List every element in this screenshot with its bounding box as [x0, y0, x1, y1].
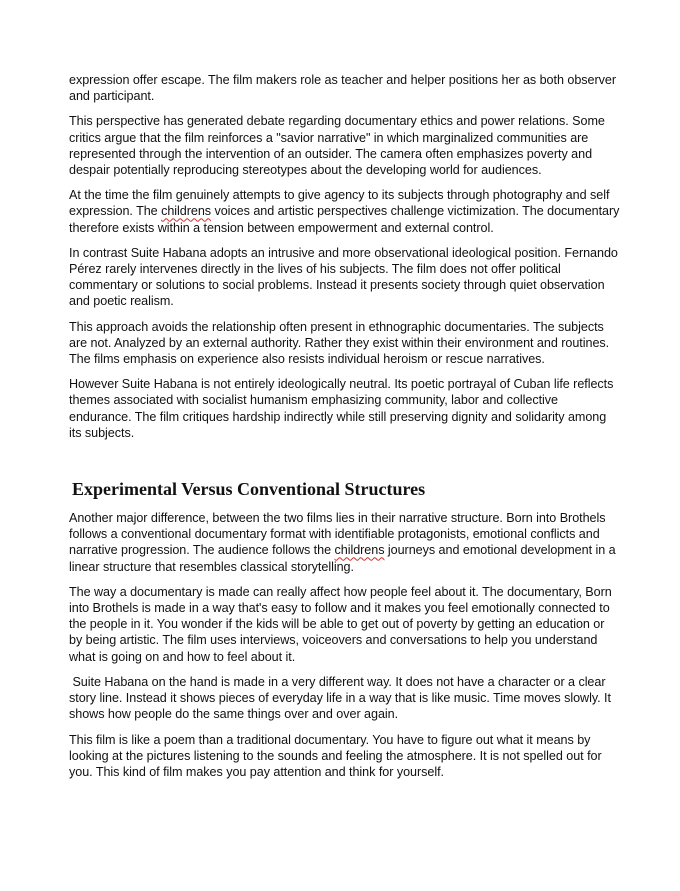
text-run: At the time the film genuinely attempts to give agency to its subjects through photography and self expression. The: [69, 188, 610, 219]
paragraph: [69, 187, 620, 236]
paragraph: This approach avoids the relationship often present in ethnographic documentaries. The subjects are not. Analyzed by an external authority. Rather they exist within their environment and routines. The films emphasis on experience also resists individual heroism or rescue narratives.: [69, 319, 610, 367]
text-run: voices and artistic perspectives challenge victimization. The documentary therefore exists within a tension between empowerment and external control.: [69, 204, 620, 235]
paragraph: The way a documentary is made can really affect how people feel about it. The documentary, Born into Brothels is made in a way that's easy to follow and it makes you feel emotionally connected to the people in it. You wonder if the kids will be able to get out of poverty by getting an education or by being artistic. The film uses interviews, voiceovers and conversations to help you understand what is going on and how to feel about it.: [69, 584, 612, 664]
text-run: journeys and emotional development in a linear structure that resembles classical storytelling.: [69, 543, 616, 574]
paragraph: This perspective has generated debate regarding documentary ethics and power relations. Some critics argue that the film reinforces a "savior narrative" in which marginalized communities are represented through the intervention of an outsider. The camera often emphasizes poverty and despair potentially reproducing stereotypes about the developing world for audiences.: [69, 114, 605, 178]
paragraph: In contrast Suite Habana adopts an intrusive and more observational ideological position. Fernando Pérez rarely intervenes directly in the lives of his subjects. The film does not offer political commentary or solutions to social problems. Instead it presents society through quiet observation and poetic realism.: [69, 245, 618, 309]
section-heading: Experimental Versus Conventional Structures: [72, 479, 426, 500]
paragraph: [69, 510, 620, 575]
text-run: Another major difference, between the two films lies in their narrative structure. Born into Brothels follows a conventional documentary format with identifiable protagonists, emotional conflicts and narrative progression. The audience follows the: [69, 511, 606, 558]
paragraph: However Suite Habana is not entirely ideologically neutral. Its poetic portrayal of Cuban life reflects themes associated with socialist humanism emphasizing community, labor and collective endurance. The film critiques hardship indirectly while still preserving dignity and solidarity among its subjects.: [69, 377, 614, 440]
paragraph: This film is like a poem than a traditional documentary. You have to figure out what it means by looking at the pictures listening to the sounds and feeling the atmosphere. It is not spelled out for you. This kind of film makes you pay attention and think for yourself.: [69, 732, 602, 779]
paragraph: expression offer escape. The film makers role as teacher and helper positions her as both observer and participant.: [69, 73, 616, 104]
paragraph: Suite Habana on the hand is made in a very different way. It does not have a character or a clear story line. Instead it shows pieces of everyday life in a way that is like music. Time moves slowly. It shows how people do the same things over and over again.: [69, 674, 615, 722]
spellcheck-flagged-word[interactable]: childrens: [161, 204, 212, 219]
spellcheck-flagged-word[interactable]: childrens: [334, 543, 385, 558]
